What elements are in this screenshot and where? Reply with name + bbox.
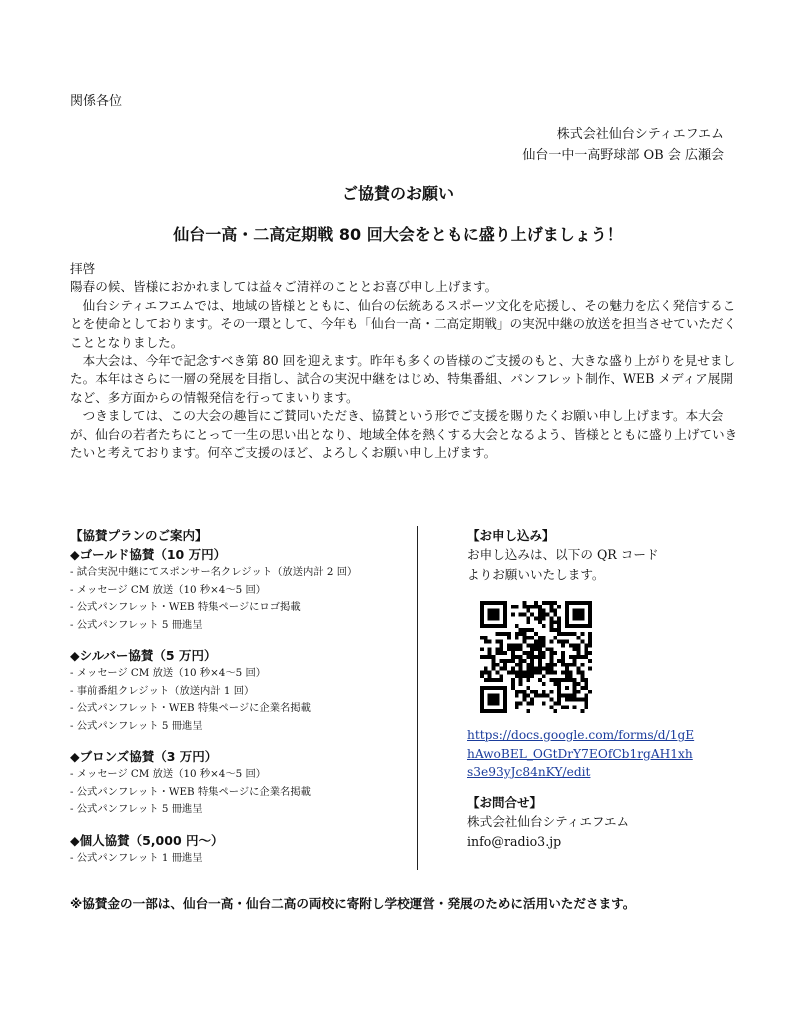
addressee: 関係各位 <box>70 94 123 109</box>
sponsor-plan <box>70 646 410 735</box>
application-heading: 【お申し込み】 <box>467 528 555 543</box>
footer-note: ※協賛金の一部は、仙台一高・仙台二高の両校に寄附し学校運営・発展のために活用いたださます。 <box>70 896 636 911</box>
plan-benefit-item: - 公式パンフレット 5 冊進呈 <box>70 803 203 815</box>
plan-title: ◆ゴールド協賛（10 万円） <box>70 547 227 562</box>
plan-title: ◆個人協賛（5,000 円～） <box>70 832 224 848</box>
plan-benefit-item: - 公式パンフレット 1 冊進呈 <box>70 851 203 864</box>
greeting: 拝啓 <box>70 261 96 276</box>
application-form-link[interactable]: https://docs.google.com/forms/d/1gEhAwoBEL_OGtDrY7EOfCb1rgAH1xhs3e93yJc84nKY/edit <box>467 728 695 779</box>
plans-list <box>70 545 410 867</box>
plan-title: ◆シルバー協賛（5 万円） <box>70 648 217 663</box>
contact-company: 株式会社仙台シティエフエム <box>467 814 630 829</box>
plans-heading: 【協賛プランのご案内】 <box>70 528 208 543</box>
plan-benefit-item: - 公式パンフレット・WEB 特集ページに企業名掲載 <box>70 785 311 798</box>
contact-section <box>467 793 629 852</box>
application-text-2: よりお願いいたします。 <box>467 567 605 582</box>
sender-club: 仙台一中一高野球部 OB 会 広瀬会 <box>522 148 724 163</box>
column-divider <box>417 526 418 870</box>
plan-benefit-item: - 事前番組クレジット（放送内計 1 回） <box>70 684 255 697</box>
plan-benefit-item: - メッセージ CM 放送（10 秒×4～5 回） <box>70 768 267 780</box>
sponsor-plan <box>70 747 410 819</box>
sponsor-plan <box>70 831 410 868</box>
contact-heading: 【お問合せ】 <box>467 795 543 810</box>
sender-company: 株式会社仙台シティエフエム <box>556 127 724 142</box>
paragraph-mission: 仙台シティエフエムでは、地域の皆様とともに、仙台の伝統あるスポーツ文化を応援し、その魅力を広く発信することを使命としております。その一環として、今年も「仙台一高・二高定期戦」の実況中継の放送を担当させていただくこととなりました。 <box>70 297 737 350</box>
paragraph-request: つきましては、この大会の趣旨にご賛同いただき、協賛という形でご支援を賜りたくお願い申し上げます。本大会が、仙台の若者たちにとって一生の思い出となり、地域全体を熱くする大会となるよう、皆様とともに盛り上げていきたいと考えております。何卒ご支援のほど、よろしくお願い申し上げます。 <box>70 408 738 461</box>
document-subtitle: 仙台一高・二高定期戦 80 回大会をともに盛り上げましょう！ <box>173 225 623 244</box>
plan-benefit-item: - メッセージ CM 放送（10 秒×4～5 回） <box>70 583 267 596</box>
application-text-1: お申し込みは、以下の QR コード <box>467 547 659 562</box>
plan-title: ◆ブロンズ協賛（3 万円） <box>70 749 218 764</box>
paragraph-tournament: 本大会は、今年で記念すべき第 80 回を迎えます。昨年も多くの皆様のご支援のもと、大きな盛り上がりを見せました。本年はさらに一層の発展を目指し、試合の実況中継をはじめ、特集番組、パンフレット制作、WEB メディア展開など、多方面からの情報発信を行ってまいります。 <box>70 353 736 405</box>
plan-benefit-item: - メッセージ CM 放送（10 秒×4～5 回） <box>70 667 267 679</box>
application-section <box>467 526 727 585</box>
plan-benefit-item: - 公式パンフレット 5 冊進呈 <box>70 618 203 631</box>
sponsor-plan <box>70 545 410 634</box>
qr-code-icon[interactable] <box>480 601 592 713</box>
letter-body <box>70 260 738 462</box>
contact-email[interactable]: info@radio3.jp <box>467 834 562 849</box>
plan-benefit-item: - 公式パンフレット・WEB 特集ページに企業名掲載 <box>70 702 311 714</box>
plan-benefit-item: - 試合実況中継にてスポンサー名クレジット（放送内計 2 回） <box>70 566 358 578</box>
sender-block <box>522 124 724 166</box>
sponsor-plans <box>70 526 410 879</box>
document-title: ご協賛のお願い <box>341 184 454 203</box>
paragraph-season: 陽春の候、皆様におかれましては益々ご清祥のこととお喜び申し上げます。 <box>70 279 498 295</box>
plan-benefit-item: - 公式パンフレット・WEB 特集ページにロゴ掲載 <box>70 601 301 613</box>
plan-benefit-item: - 公式パンフレット 5 冊進呈 <box>70 719 203 732</box>
